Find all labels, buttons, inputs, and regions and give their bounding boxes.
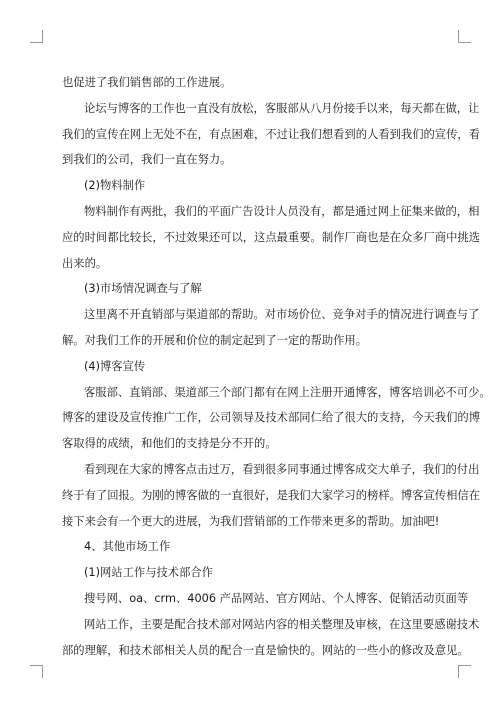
paragraph <box>62 173 438 199</box>
paragraph-line: 我们的宣传在网上无处不在，有点困难，不过让我们想看到的人看到我们的宣传，看 <box>62 127 480 141</box>
paragraph-line: (4)博客宣传 <box>84 359 146 373</box>
paragraph <box>62 70 438 96</box>
paragraph-line: (1)网站工作与技术部合作 <box>84 566 213 580</box>
paragraph-line: 论坛与博客的工作也一直没有放松，客服部从八月份接手以来，每天都在做，让 <box>84 101 480 115</box>
paragraph <box>62 534 438 560</box>
paragraph-line: 到我们的公司，我们一直在努力。 <box>62 153 232 167</box>
crop-mark-bottom-right <box>458 665 471 678</box>
paragraph-line: 客服部、直销部、渠道部三个部门都有在网上注册开通博客，博客培训必不可少。 <box>84 385 491 399</box>
paragraph <box>62 354 438 380</box>
paragraph <box>62 199 480 276</box>
paragraph-line: 网站工作，主要是配合技术部对网站内容的相关整理及审核，在这里要感谢技术 <box>84 617 480 631</box>
paragraph-line: 博客的建设及宣传推广工作，公司领导及技术部同仁给了很大的支持，今天我们的博 <box>62 411 480 425</box>
crop-mark-top-right <box>458 30 471 43</box>
paragraph-line: 终于有了回报。为刚的博客做的一直很好，是我们大家学习的榜样。博客宣传相信在 <box>62 488 480 502</box>
crop-mark-top-left <box>30 30 43 43</box>
paragraph-line: 也促进了我们销售部的工作进展。 <box>62 76 232 89</box>
paragraph-line: 搜号网、oa、crm、4006 产品网站、官方网站、个人博客、促销活动页面等 <box>84 591 469 605</box>
paragraph-line: 解。对我们工作的开展和价位的制定起到了一定的帮助作用。 <box>62 333 368 347</box>
paragraph-line: 部的理解，和技术部相关人员的配合一直是愉快的。网站的一些小的修改及意见。 <box>62 643 469 657</box>
paragraph-line: 看到现在大家的博客点击过万，看到很多同事通过博客成交大单子，我们的付出 <box>84 462 480 476</box>
paragraph <box>62 560 438 586</box>
paragraph-line: 客取得的成绩，和他们的支持是分不开的。 <box>62 437 277 451</box>
paragraph-line: 出来的。 <box>62 256 108 270</box>
paragraph-line: 4、其他市场工作 <box>84 540 171 554</box>
paragraph <box>62 96 480 173</box>
paragraph <box>62 302 480 354</box>
paragraph-line: 接下来会有一个更大的进展，为我们营销部的工作带来更多的帮助。加油吧! <box>62 514 440 528</box>
paragraph-line: 物料制作有两批，我们的平面广告设计人员没有，都是通过网上征集来做的，相 <box>84 204 480 218</box>
paragraph-line: 这里离不开直销部与渠道部的帮助。对市场价位、竞争对手的情况进行调查与了 <box>84 308 480 322</box>
paragraph <box>62 612 480 664</box>
paragraph <box>62 380 491 457</box>
paragraph-line: (3)市场情况调查与了解 <box>84 282 202 296</box>
paragraph <box>62 457 480 534</box>
crop-mark-bottom-left <box>30 665 43 678</box>
paragraph-line: (2)物料制作 <box>84 179 146 193</box>
document-body <box>62 70 491 663</box>
paragraph <box>62 586 469 612</box>
paragraph <box>62 276 438 302</box>
paragraph-line: 应的时间都比较长，不过效果还可以，这点最重要。制作厂商也是在众多厂商中挑选 <box>62 230 480 244</box>
